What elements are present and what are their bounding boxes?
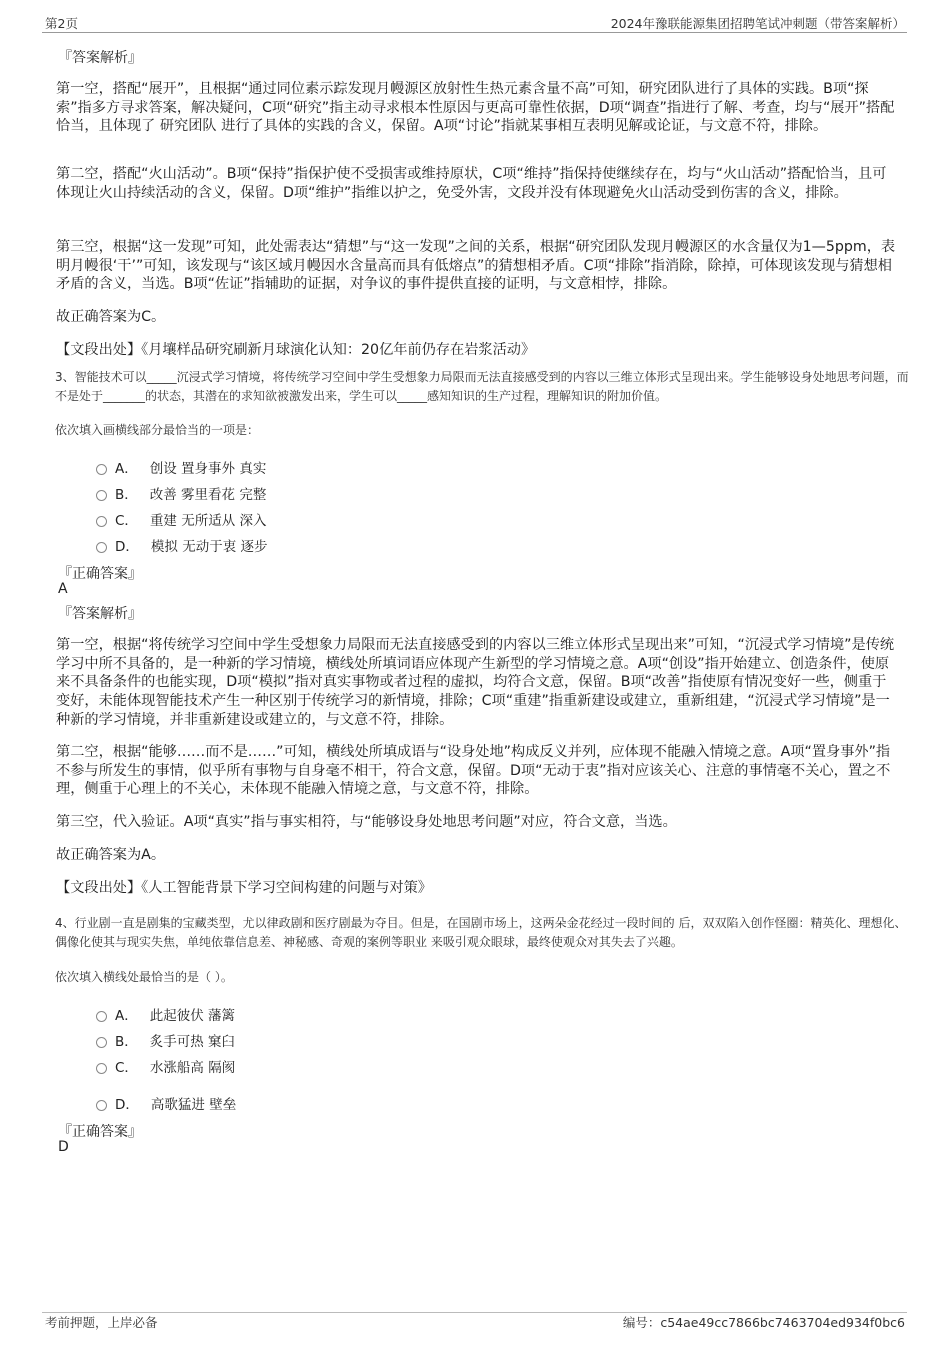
option-key: C． — [115, 1060, 138, 1076]
analysis-paragraph: 第一空，根据“将传统学习空间中学生受想象力局限而无法直接感受到的内容以三维立体形式呈现出来”可知，“沉浸式学习情境”是传统学习中所不具备的，是一种新的学习情境，横线处所填词语应体现产生新型的学习情境之意。A项“创设”指开始建立、创造条件，使原来不具备条件的也能实现，D项“模拟”指对真实事物或者过程的虚拟，均符合文意，保留。B项“改善”指使原有情况变好一些，侧重于变好，未能体现智能技术产生一种区别于传统学习的新情境，排除；C项“重建”指重新建设或建立，重新组建，“沉浸式学习情境”是一种新的学习情境，并非重新建设或建立的，与文意不符，排除。 — [56, 637, 895, 728]
option-key: C． — [115, 513, 138, 529]
conclusion: 故正确答案为C。 — [56, 309, 166, 325]
option-text: 模拟 无动于衷 逐步 — [150, 539, 268, 555]
radio-button[interactable] — [96, 490, 107, 501]
id-value: c54ae49cc7866bc7463704ed934f0bc6 — [660, 1315, 905, 1330]
option-text: 创设 置身事外 真实 — [149, 461, 267, 477]
analysis-label: 『答案解析』 — [58, 606, 142, 622]
answer-label: 『正确答案』 — [58, 566, 142, 582]
option-c[interactable] — [96, 509, 267, 529]
option-text: 重建 无所适从 深入 — [149, 513, 267, 529]
analysis-paragraph: 第三空，根据“这一发现”可知，此处需表达“猜想”与“这一发现”之间的关系，根据“研究团队发现月幔源区的水含量仅为1—5ppm，表明月幔很‘干’”可知，该发现与“该区域月幔因水含量高而具有低熔点”的猜想相矛盾。C项“排除”指消除，除掉，可体现该发现与猜想相矛盾的含义，当选。B项“佐证”指辅助的证据，对争议的事件提供直接的证明，与文意相悖，排除。 — [56, 239, 896, 293]
radio-button[interactable] — [96, 516, 107, 527]
option-key: A． — [115, 461, 138, 477]
source: 【文段出处】《人工智能背景下学习空间构建的问题与对策》 — [56, 880, 432, 896]
page-number: 第2页 — [45, 16, 78, 31]
document-id — [623, 1313, 905, 1331]
document-title: 2024年豫联能源集团招聘笔试冲刺题（带答案解析） — [610, 16, 905, 31]
option-text: 改善 雾里看花 完整 — [149, 487, 267, 503]
answer: D — [58, 1139, 69, 1155]
option-d[interactable] — [96, 535, 268, 555]
question-prompt: 依次填入横线处最恰当的是（ ）。 — [55, 970, 233, 984]
option-key: B． — [115, 1034, 138, 1050]
option-d[interactable] — [96, 1093, 236, 1113]
option-b[interactable] — [96, 483, 266, 503]
option-text: 炙手可热 窠臼 — [149, 1034, 236, 1050]
question-stem: 3、智能技术可以_____沉浸式学习情境，将传统学习空间中学生受想象力局限而无法直接感受到的内容以三维立体形式呈现出来。学生能够设身处地思考问题，而不是处于_______的状态，其潜在的求知欲被激发出来，学生可以_____感知知识的生产过程，理解知识的附加价值。 — [55, 370, 909, 403]
radio-button[interactable] — [96, 542, 107, 553]
question-prompt: 依次填入画横线部分最恰当的一项是： — [55, 423, 260, 437]
radio-button[interactable] — [96, 1011, 107, 1022]
option-text: 水涨船高 隔阂 — [149, 1060, 236, 1076]
option-a[interactable] — [96, 457, 266, 477]
header-divider — [42, 32, 907, 33]
option-text: 此起彼伏 藩篱 — [149, 1008, 236, 1024]
radio-button[interactable] — [96, 1100, 107, 1111]
source: 【文段出处】《月壤样品研究刷新月球演化认知：20亿年前仍存在岩浆活动》 — [56, 342, 536, 358]
option-key: A． — [115, 1008, 138, 1024]
analysis-paragraph: 第一空，搭配“展开”，且根据“通过同位素示踪发现月幔源区放射性生热元素含量不高”可知，研究团队进行了具体的实践。B项“探索”指多方寻求答案，解决疑问，C项“研究”指主动寻求根本性原因与更高可靠性依据，D项“调查”指进行了解、考查，均与“展开”搭配恰当，且体现了 研究团队 进行了具体的实践的含义，保留。A项“讨论”指就某事相互表明见解或论证，与文意不符，排除。 — [56, 81, 895, 135]
option-key: D． — [115, 1097, 139, 1113]
option-a[interactable] — [96, 1004, 235, 1024]
option-c[interactable] — [96, 1056, 235, 1076]
answer-label: 『正确答案』 — [58, 1124, 142, 1140]
radio-button[interactable] — [96, 1037, 107, 1048]
radio-button[interactable] — [96, 464, 107, 475]
option-b[interactable] — [96, 1030, 235, 1050]
id-label: 编号： — [622, 1315, 661, 1330]
answer: A — [58, 581, 68, 597]
radio-button[interactable] — [96, 1063, 107, 1074]
footer-slogan: 考前押题，上岸必备 — [45, 1315, 158, 1330]
analysis-paragraph: 第二空，根据“能够……而不是……”可知，横线处所填成语与“设身处地”构成反义并列，应体现不能融入情境之意。A项“置身事外”指不参与所发生的事情，似乎所有事物与自身毫不相干，符合文意，保留。D项“无动于衷”指对应该关心、注意的事情毫不关心，置之不理，侧重于心理上的不关心，未体现不能融入情境之意，与文意不符，排除。 — [56, 744, 891, 798]
analysis-paragraph: 第二空，搭配“火山活动”。B项“保持”指保护使不受损害或维持原状，C项“维持”指保持使继续存在，均与“火山活动”搭配恰当，且可体现让火山持续活动的含义，保留。D项“维护”指维以护之，免受外害，文段并没有体现避免火山活动受到伤害的含义，排除。 — [56, 166, 887, 201]
analysis-paragraph: 第三空，代入验证。A项“真实”指与事实相符，与“能够设身处地思考问题”对应，符合文意，当选。 — [56, 814, 677, 830]
option-text: 高歌猛进 壁垒 — [150, 1097, 237, 1113]
option-key: B． — [115, 487, 138, 503]
option-key: D． — [115, 539, 139, 555]
analysis-label: 『答案解析』 — [58, 50, 142, 66]
question-stem: 4、行业剧一直是剧集的宝藏类型，尤以律政剧和医疗剧最为夺目。但是，在国剧市场上，这两朵金花经过一段时间的 后，双双陷入创作怪圈：精英化、理想化、偶像化使其与现实失焦，单纯依靠信息差、神秘感、奇观的案例等职业 来吸引观众眼球，最终使观众对其失去了兴趣。 — [55, 916, 907, 949]
conclusion: 故正确答案为A。 — [56, 847, 166, 863]
